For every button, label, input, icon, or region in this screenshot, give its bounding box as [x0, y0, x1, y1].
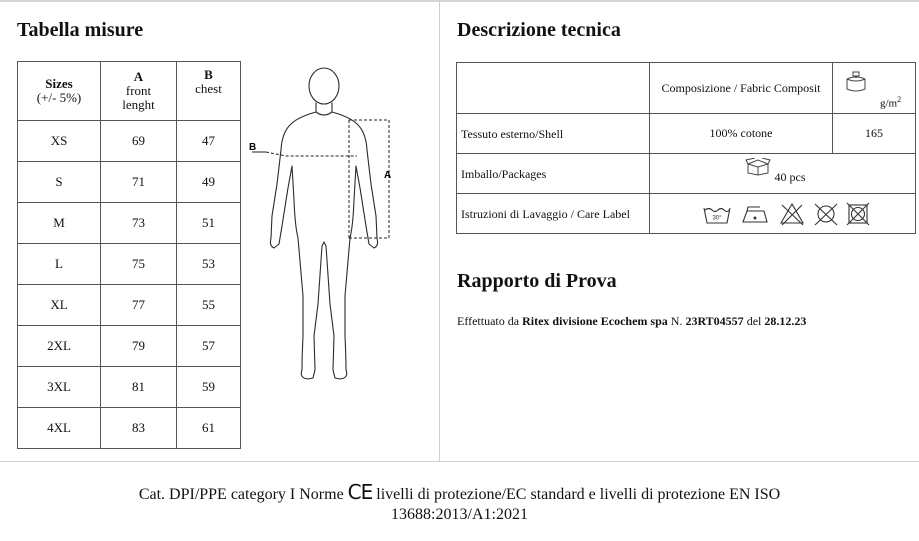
- iron-icon: [743, 207, 767, 222]
- tech-row-packages: [457, 154, 916, 194]
- shell-composition: 100% cotone: [650, 114, 833, 154]
- packages-value-cell: [650, 154, 916, 194]
- cell-front: 75: [101, 244, 177, 285]
- column-divider: [439, 0, 440, 462]
- size-chart-title: Tabella misure: [17, 19, 144, 41]
- wash-temp: 30°: [712, 215, 722, 221]
- cell-chest: 51: [177, 203, 241, 244]
- table-row: [18, 285, 241, 326]
- ce-mark-icon: CE: [347, 480, 373, 504]
- header-front-letter: A: [133, 69, 144, 84]
- packages-label: Imballo/Packages: [457, 154, 650, 194]
- header-chest-letter: B: [204, 67, 213, 82]
- table-row: [18, 326, 241, 367]
- cell-size: XS: [18, 121, 101, 162]
- footer-part1: Cat. DPI/PPE category I Norme: [138, 486, 344, 503]
- footer-line-1: [0, 482, 919, 505]
- tech-table: [456, 62, 916, 234]
- cell-front: 69: [101, 121, 177, 162]
- cell-chest: 49: [177, 162, 241, 203]
- cell-front: 83: [101, 408, 177, 449]
- cell-chest: 57: [177, 326, 241, 367]
- footer-note: [0, 482, 919, 525]
- report-prefix: Effettuato da: [457, 314, 520, 328]
- weight-icon: [843, 69, 869, 95]
- figure-label-a: A: [384, 170, 392, 181]
- weight-unit-exp: 2: [897, 95, 902, 104]
- cell-size: 4XL: [18, 408, 101, 449]
- care-symbols-cell: [650, 194, 916, 234]
- wash-30-icon: [704, 208, 730, 223]
- tech-row-care: [457, 194, 916, 234]
- weight-unit: [880, 95, 901, 110]
- cell-front: 73: [101, 203, 177, 244]
- footer-line-2: 13688:2013/A1:2021: [391, 506, 528, 523]
- report-date-prefix: del: [746, 314, 762, 328]
- cell-size: XL: [18, 285, 101, 326]
- tech-title: Descrizione tecnica: [457, 19, 621, 41]
- body-outline: [270, 68, 377, 379]
- size-table-header: [18, 62, 241, 121]
- header-chest-label: chest: [195, 81, 222, 96]
- shell-weight: 165: [833, 114, 916, 154]
- cell-chest: 55: [177, 285, 241, 326]
- cell-size: S: [18, 162, 101, 203]
- cell-size: L: [18, 244, 101, 285]
- tech-row-shell: [457, 114, 916, 154]
- footer-divider: [0, 461, 919, 462]
- composition-header: Composizione / Fabric Composit: [650, 63, 833, 114]
- no-dry-clean-icon: [847, 203, 869, 225]
- table-row: [18, 203, 241, 244]
- header-sizes-label: Sizes: [45, 76, 73, 91]
- packages-value: 40 pcs: [774, 169, 806, 184]
- header-chest: [177, 62, 241, 121]
- weight-header: [833, 63, 916, 114]
- package-box-icon: [745, 158, 771, 176]
- cell-front: 79: [101, 326, 177, 367]
- report-number-prefix: N.: [670, 314, 683, 328]
- cell-size: M: [18, 203, 101, 244]
- cell-chest: 53: [177, 244, 241, 285]
- table-row: [18, 162, 241, 203]
- cell-front: 71: [101, 162, 177, 203]
- body-measurement-figure: [246, 66, 398, 386]
- table-row: [18, 408, 241, 449]
- care-label: Istruzioni di Lavaggio / Care Label: [457, 194, 650, 234]
- header-front-label2: lenght: [122, 97, 155, 112]
- footer-part2: livelli di protezione/EC standard e livelli di protezione EN ISO: [376, 486, 781, 503]
- care-symbols: [702, 201, 882, 227]
- chest-measure-line: [266, 152, 357, 156]
- table-row: [18, 244, 241, 285]
- no-tumble-dry-icon: [815, 204, 837, 225]
- header-front-length: [101, 62, 177, 121]
- table-row: [18, 121, 241, 162]
- report-date: 28.12.23: [764, 314, 807, 328]
- cell-chest: 59: [177, 367, 241, 408]
- tech-header-row: [457, 63, 916, 114]
- weight-unit-base: g/m: [880, 97, 898, 110]
- shell-label: Tessuto esterno/Shell: [457, 114, 650, 154]
- cell-front: 81: [101, 367, 177, 408]
- cell-front: 77: [101, 285, 177, 326]
- report-lab: Ritex divisione Ecochem spa: [522, 314, 668, 328]
- cell-chest: 61: [177, 408, 241, 449]
- top-border: [0, 0, 919, 2]
- tech-header-empty: [457, 63, 650, 114]
- header-sizes-tolerance: (+/- 5%): [36, 90, 82, 105]
- cell-chest: 47: [177, 121, 241, 162]
- report-number: 23RT04557: [685, 314, 744, 328]
- figure-label-b: B: [249, 142, 257, 153]
- cell-size: 3XL: [18, 367, 101, 408]
- size-table: [17, 61, 241, 449]
- cell-size: 2XL: [18, 326, 101, 367]
- no-bleach-icon: [781, 204, 803, 225]
- table-row: [18, 367, 241, 408]
- header-sizes: [18, 62, 101, 121]
- report-details: [457, 314, 806, 329]
- header-front-label: front: [125, 83, 152, 98]
- report-title: Rapporto di Prova: [457, 270, 617, 292]
